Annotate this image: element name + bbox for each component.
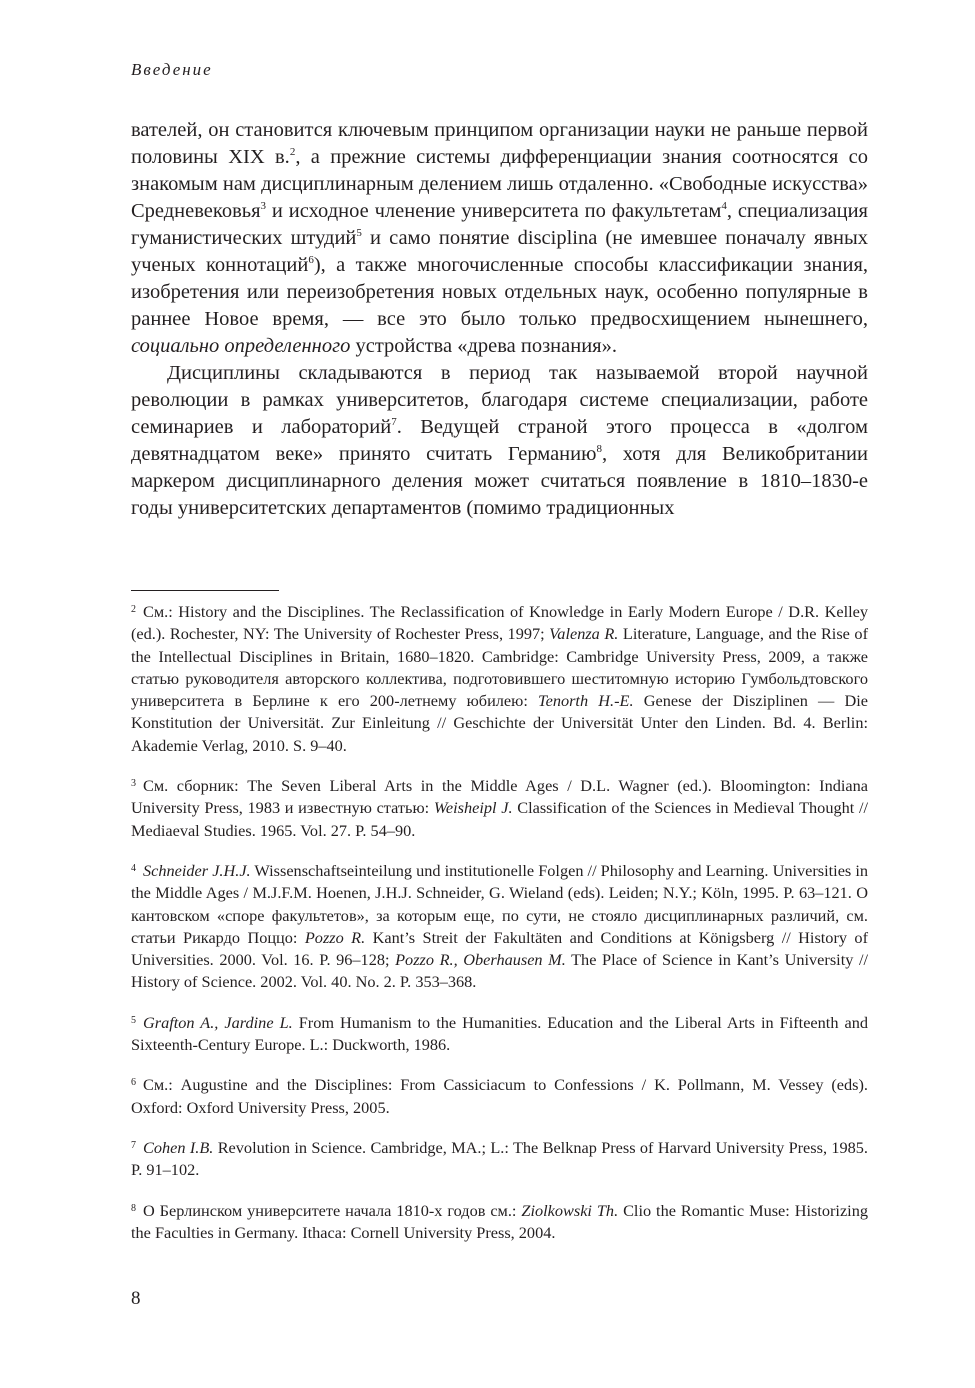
footnote-ref[interactable]: 4 bbox=[721, 200, 727, 212]
footnote-number: 2 bbox=[131, 604, 136, 615]
text-span: См.: History and the Disciplines. The Reclassification of Knowledge in Early Modern Europe / D.R. Kelley (ed.). Rochester, NY: The University of Rochester Press, 1997; bbox=[131, 602, 868, 644]
emphasis: социально определенного bbox=[131, 335, 351, 357]
author-name: Valenza R. bbox=[549, 624, 619, 644]
footnote-ref[interactable]: 5 bbox=[356, 227, 362, 239]
text-span: , хотя для Великобритании маркером дисциплинарного деления может считаться появление в 1810–1830-е годы университетских департаментов (помимо традиционных bbox=[131, 443, 868, 519]
footnote-divider bbox=[131, 590, 279, 591]
text-span: устройства «древа познания». bbox=[350, 335, 617, 357]
footnotes bbox=[131, 599, 868, 1260]
author-name: Pozzo R., Oberhausen M. bbox=[395, 950, 566, 970]
text-span: Дисциплины складываются в период так называемой второй научной революции в рамках университетов, благодаря системе специализации, работе семинариев и лабораторий bbox=[131, 362, 868, 438]
author-name: Weisheipl J. bbox=[433, 798, 513, 818]
footnote-ref[interactable]: 6 bbox=[308, 254, 314, 266]
footnote-number: 6 bbox=[131, 1077, 136, 1089]
main-text bbox=[131, 117, 868, 522]
footnote-number: 7 bbox=[131, 1139, 136, 1151]
text-span: См. сборник: The Seven Liberal Arts in the Middle Ages / D.L. Wagner (ed.). Bloomington: Indiana University Press, 1983 и известную статью: bbox=[131, 776, 868, 818]
footnote-number: 5 bbox=[131, 1014, 136, 1026]
text-span: ), а также многочисленные способы классификации знания, изобретения или переизобретения новых отдельных наук, особенно популярные в раннее Новое время, — все это было только предвосхищением нынешнего, bbox=[131, 254, 869, 330]
footnote-7 bbox=[131, 1135, 868, 1182]
footnote-6 bbox=[131, 1072, 868, 1119]
text-span: и само понятие disciplina (не имевшее поначалу явных ученых коннотаций bbox=[131, 227, 868, 276]
author-name: Tenorth H.-E. bbox=[538, 691, 634, 711]
footnote-ref[interactable]: 3 bbox=[260, 200, 267, 212]
author-name: Schneider J.H.J. bbox=[143, 860, 251, 880]
text-span: и исходное членение университета по факультетам bbox=[266, 200, 722, 222]
footnote-number: 3 bbox=[131, 778, 136, 790]
text-span: , специализация гуманистических штудий bbox=[131, 200, 868, 249]
footnote-number: 4 bbox=[131, 862, 136, 874]
author-name: Cohen I.B. bbox=[143, 1137, 214, 1157]
text-span: Wissenschaftseinteilung und institutionelle Folgen // Philosophy and Learning. Universities in the Middle Ages / M.J.F.M. Hoenen, J.H.J. Schneider, G. Wieland (eds). Leiden; N.Y.; Köln, 1995. P. 63–121. О кантовском «споре факультетов», за которым еще, по сути, не стояло дисциплинарных различий, см. статьи Рикардо Поццо: bbox=[131, 860, 869, 947]
author-name: Pozzo R. bbox=[304, 927, 366, 947]
footnote-ref[interactable]: 2 bbox=[289, 146, 296, 158]
footnote-ref[interactable]: 8 bbox=[596, 443, 602, 455]
footnote-8 bbox=[131, 1198, 868, 1245]
text-span: Kant’s Streit der Fakultäten and Conditions at Königsberg // History of Universities. 2000. Vol. 16. P. 96–128; bbox=[131, 927, 868, 970]
footnote-2 bbox=[131, 599, 868, 757]
text-span: См.: Augustine and the Disciplines: From Cassiciacum to Confessions / K. Pollmann, M. Vessey (eds). Oxford: Oxford University Press, 2005. bbox=[131, 1075, 868, 1117]
footnote-ref[interactable]: 7 bbox=[391, 416, 397, 428]
footnote-number: 8 bbox=[131, 1202, 136, 1214]
paragraph-2 bbox=[131, 360, 868, 522]
text-span: Genese der Disziplinen — Die Konstitution der Universität. Zur Einleitung // Geschichte der Universität Unter den Linden. Bd. 4. Berlin: Akademie Verlag, 2010. S. 9–40. bbox=[131, 691, 869, 755]
author-name: Ziolkowski Th. bbox=[521, 1200, 619, 1220]
text-span: Classification of the Sciences in Medieval Thought // Mediaeval Studies. 1965. Vol. 27. P. 54–90. bbox=[131, 798, 868, 840]
text-span: вателей, он становится ключевым принципом организации науки не раньше первой половины XIX в. bbox=[131, 119, 868, 168]
paragraph-1 bbox=[131, 117, 868, 360]
text-span: Revolution in Science. Cambridge, MA.; L.: The Belknap Press of Harvard University Press, 1985. P. 91–102. bbox=[131, 1137, 868, 1180]
author-name: Grafton A., Jardine L. bbox=[143, 1012, 293, 1032]
text-span: Clio the Romantic Muse: Historizing the Faculties in Germany. Ithaca: Cornell University Press, 2004. bbox=[131, 1200, 868, 1242]
page-number: 8 bbox=[131, 1288, 141, 1309]
footnote-3 bbox=[131, 773, 868, 842]
text-span: The Place of Science in Kant’s University // History of Science. 2002. Vol. 40. No. 2. P. 353–368. bbox=[131, 950, 868, 992]
footnote-5 bbox=[131, 1010, 868, 1057]
text-span: , а прежние системы дифференциации знания соотносятся со знакомым нам дисциплинарным делением лишь отдаленно. «Свободные искусства» Средневековья bbox=[131, 146, 868, 222]
footnote-4 bbox=[131, 858, 868, 994]
text-span: Literature, Language, and the Rise of the Intellectual Disciplines in Britain, 1680–1820. Cambridge: Cambridge University Press, 2009, а также статью руководителя авторского коллектива, подготовившего шеститомную историю Гумбольдтовского университета в Берлине к его 200-летнему юбилею: bbox=[131, 624, 868, 711]
text-span: О Берлинском университете начала 1810-х годов см.: bbox=[143, 1200, 522, 1220]
text-span: From Humanism to the Humanities. Education and the Liberal Arts in Fifteenth and Sixteenth-Century Europe. L.: Duckworth, 1986. bbox=[131, 1012, 868, 1055]
running-head: Введение bbox=[131, 60, 213, 79]
text-span: . Ведущей страной этого процесса в «долгом девятнадцатом веке» принято считать Германию bbox=[131, 416, 868, 465]
